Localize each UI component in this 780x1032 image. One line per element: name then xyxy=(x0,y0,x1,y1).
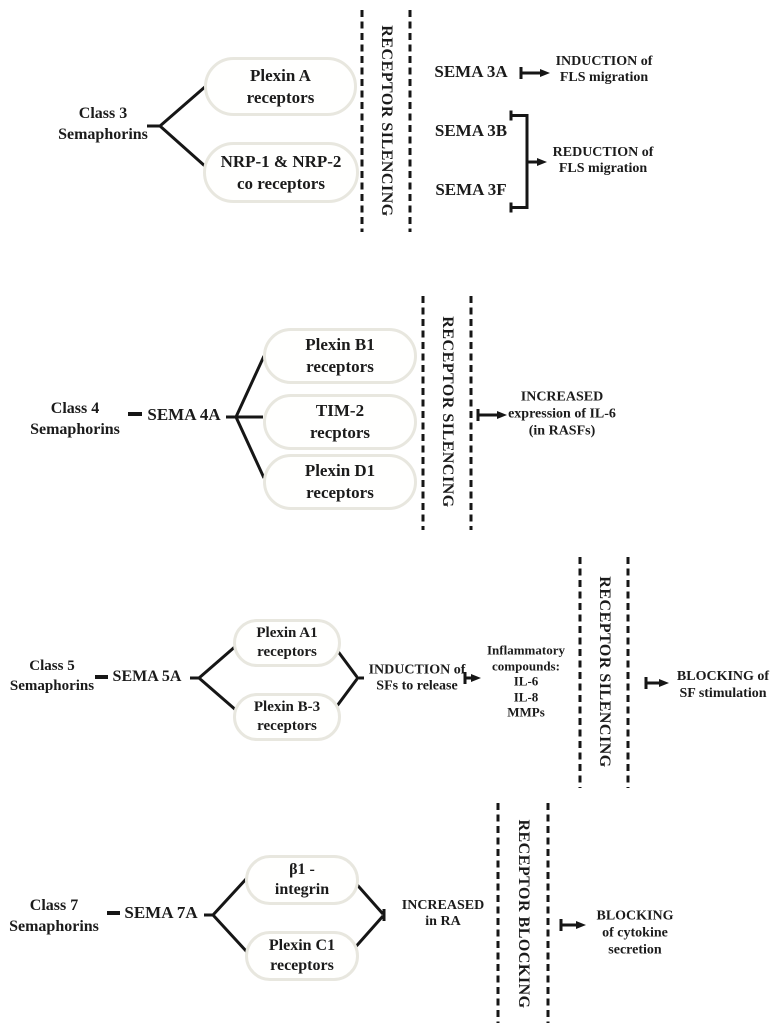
sema3bf-bracket xyxy=(511,111,537,213)
class7-label: Class 7 Semaphorins xyxy=(9,897,99,935)
sema-3bf-outcome: REDUCTION of FLS migration xyxy=(552,145,654,176)
class5-induction-maps-to-arrow xyxy=(465,672,471,684)
plexin-a-receptors-box: Plexin A receptors xyxy=(204,57,357,116)
plexin-a1-receptors-box: Plexin A1 receptors xyxy=(233,619,341,667)
class3-label: Class 3 Semaphorins xyxy=(58,105,148,143)
plexin-d1-receptors-box: Plexin D1 receptors xyxy=(263,454,417,510)
plexin-b3-receptors-box: Plexin B-3 receptors xyxy=(233,693,341,741)
class4-label: Class 4 Semaphorins xyxy=(30,400,120,438)
sema3a-maps-to-arrow xyxy=(521,67,540,79)
sema-5a-label: SEMA 5A xyxy=(112,668,182,685)
class4-outcome-maps-to-arrow xyxy=(478,409,497,421)
tim2-receptors-box: TIM-2 recptors xyxy=(263,394,417,450)
sema-3a-label: SEMA 3A xyxy=(434,62,508,81)
class5-outcome: BLOCKING of SF stimulation xyxy=(676,669,770,701)
sema-3a-outcome: INDUCTION of FLS migration xyxy=(555,54,653,85)
class7-outcome: BLOCKING of cytokine secretion xyxy=(596,908,674,958)
inflammatory-compounds-list: Inflammatory compounds: IL-6 IL-8 MMPs xyxy=(487,642,565,720)
nrp1-nrp2-coreceptors-box: NRP-1 & NRP-2 co receptors xyxy=(203,142,359,203)
sema-3b-label: SEMA 3B xyxy=(434,121,508,140)
sema-7a-label: SEMA 7A xyxy=(124,903,198,922)
class7-outcome-maps-to-arrow xyxy=(561,919,576,931)
class5-outcome-maps-to-arrow xyxy=(646,677,659,689)
class3-fork-connector xyxy=(147,86,206,167)
sema-3f-label: SEMA 3F xyxy=(435,180,507,199)
class4-receptor-silencing-label: RECEPTOR SILENCING xyxy=(439,316,456,508)
class4-outcome: INCREASED expression of IL-6 (in RASFs) xyxy=(508,389,616,439)
beta1-integrin-box: β1 - integrin xyxy=(245,855,359,905)
class5-label: Class 5 Semaphorins xyxy=(9,658,95,694)
class7-receptor-blocking-label: RECEPTOR BLOCKING xyxy=(515,819,532,1009)
plexin-c1-receptors-box: Plexin C1 receptors xyxy=(245,931,359,981)
class5-induction-label: INDUCTION of SFs to release xyxy=(368,662,466,693)
class3-receptor-silencing-label: RECEPTOR SILENCING xyxy=(378,25,395,217)
class7-middle-label: INCREASED in RA xyxy=(401,898,485,929)
class5-receptor-silencing-label: RECEPTOR SILENCING xyxy=(596,576,613,768)
plexin-b1-receptors-box: Plexin B1 receptors xyxy=(263,328,417,384)
sema-4a-label: SEMA 4A xyxy=(147,405,221,424)
